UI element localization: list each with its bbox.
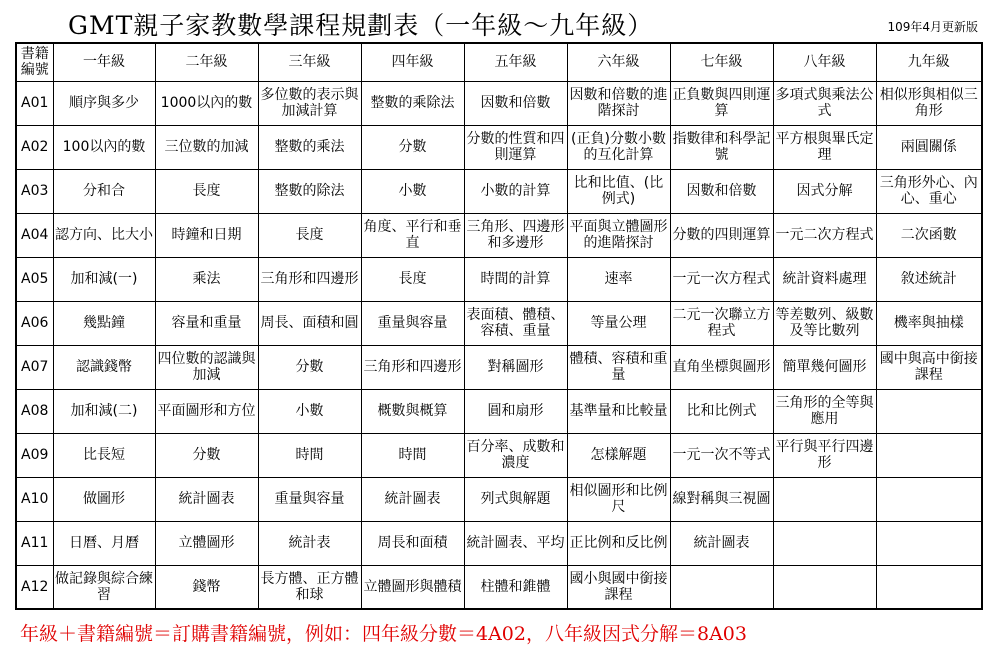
book-code: A07: [16, 345, 53, 389]
course-cell: 長度: [258, 213, 361, 257]
course-cell: 一元一次不等式: [670, 433, 773, 477]
course-cell: 統計圖表: [670, 521, 773, 565]
grade-header: 二年級: [155, 43, 258, 81]
grade-header: 五年級: [464, 43, 567, 81]
course-cell: 四位數的認識與 加減: [155, 345, 258, 389]
course-cell: 多位數的表示與加減計算: [258, 81, 361, 125]
course-cell: 小數: [361, 169, 464, 213]
course-cell: 重量與容量: [258, 477, 361, 521]
course-cell: 長方體、正方體和球: [258, 565, 361, 609]
course-cell: 小數: [258, 389, 361, 433]
course-cell: 統計表: [258, 521, 361, 565]
course-cell: 敘述統計: [876, 257, 982, 301]
table-row: [16, 301, 982, 345]
course-cell: 國小與國中銜接課程: [567, 565, 670, 609]
course-cell: 小數的計算: [464, 169, 567, 213]
course-cell: [876, 433, 982, 477]
course-cell: 三角形的全等與應用: [773, 389, 876, 433]
course-cell: 分數: [258, 345, 361, 389]
course-cell: 怎樣解題: [567, 433, 670, 477]
course-cell: 兩圓關係: [876, 125, 982, 169]
course-cell: 相似形與相似三角形: [876, 81, 982, 125]
course-cell: [773, 477, 876, 521]
course-cell: 長度: [361, 257, 464, 301]
course-cell: 機率與抽樣: [876, 301, 982, 345]
course-cell: 順序與多少: [53, 81, 155, 125]
course-cell: [876, 521, 982, 565]
book-code: A11: [16, 521, 53, 565]
course-cell: 乘法: [155, 257, 258, 301]
course-cell: [670, 565, 773, 609]
course-cell: 概數與概算: [361, 389, 464, 433]
course-cell: 100以內的數: [53, 125, 155, 169]
course-cell: 時間: [258, 433, 361, 477]
course-cell: 統計資料處理: [773, 257, 876, 301]
book-code: A10: [16, 477, 53, 521]
course-cell: 1000以內的數: [155, 81, 258, 125]
course-cell: 多項式與乘法公式: [773, 81, 876, 125]
course-cell: 因數和倍數: [464, 81, 567, 125]
course-cell: [773, 521, 876, 565]
course-cell: 做記錄與綜合練習: [53, 565, 155, 609]
course-cell: 容量和重量: [155, 301, 258, 345]
course-cell: 體積、容積和重量: [567, 345, 670, 389]
table-row: [16, 257, 982, 301]
course-cell: [876, 389, 982, 433]
course-cell: 日曆、月曆: [53, 521, 155, 565]
course-cell: 等量公理: [567, 301, 670, 345]
course-cell: 分數: [361, 125, 464, 169]
course-cell: 直角坐標與圖形: [670, 345, 773, 389]
course-cell: 分和合: [53, 169, 155, 213]
course-cell: 表面積、體積、容積、重量: [464, 301, 567, 345]
header-row: [16, 43, 982, 81]
course-cell: 周長、面積和圓: [258, 301, 361, 345]
course-cell: 二次函數: [876, 213, 982, 257]
course-cell: 分數的四則運算: [670, 213, 773, 257]
course-cell: 加和減(一): [53, 257, 155, 301]
course-cell: 整數的乘法: [258, 125, 361, 169]
grade-header: 六年級: [567, 43, 670, 81]
book-code: A05: [16, 257, 53, 301]
course-cell: [876, 565, 982, 609]
course-cell: 三角形外心、內心、重心: [876, 169, 982, 213]
course-cell: 角度、平行和垂直: [361, 213, 464, 257]
course-cell: 圓和扇形: [464, 389, 567, 433]
grade-header: 四年級: [361, 43, 464, 81]
course-cell: 長度: [155, 169, 258, 213]
course-cell: 正比例和反比例: [567, 521, 670, 565]
course-cell: 速率: [567, 257, 670, 301]
course-cell: 三角形、四邊形和多邊形: [464, 213, 567, 257]
course-cell: 立體圖形: [155, 521, 258, 565]
course-cell: 立體圖形與體積: [361, 565, 464, 609]
grade-header: 八年級: [773, 43, 876, 81]
page-title: GMT親子家教數學課程規劃表（一年級～九年級）: [68, 11, 654, 40]
course-cell: 時間的計算: [464, 257, 567, 301]
course-cell: 幾點鐘: [53, 301, 155, 345]
course-cell: 重量與容量: [361, 301, 464, 345]
course-cell: 統計圖表: [155, 477, 258, 521]
course-cell: 認識錢幣: [53, 345, 155, 389]
table-row: [16, 213, 982, 257]
table-row: [16, 169, 982, 213]
course-cell: 一元二次方程式: [773, 213, 876, 257]
course-cell: 分數: [155, 433, 258, 477]
table-body: [16, 81, 982, 609]
table-row: [16, 389, 982, 433]
course-cell: 統計圖表、平均: [464, 521, 567, 565]
book-code: A03: [16, 169, 53, 213]
course-cell: 時間: [361, 433, 464, 477]
table-row: [16, 477, 982, 521]
course-cell: 等差數列、級數及等比數列: [773, 301, 876, 345]
course-cell: 時鐘和日期: [155, 213, 258, 257]
course-cell: 比和比值、(比例式): [567, 169, 670, 213]
course-cell: 做圖形: [53, 477, 155, 521]
course-cell: 分數的性質和四則運算: [464, 125, 567, 169]
course-cell: 對稱圖形: [464, 345, 567, 389]
version-label: 109年4月更新版: [887, 20, 978, 34]
course-cell: 平方根與畢氏定理: [773, 125, 876, 169]
curriculum-table: [15, 42, 983, 610]
course-cell: 三角形和四邊形: [258, 257, 361, 301]
grade-header: 一年級: [53, 43, 155, 81]
course-cell: 國中與高中銜接課程: [876, 345, 982, 389]
course-cell: 三角形和四邊形: [361, 345, 464, 389]
table-row: [16, 433, 982, 477]
course-cell: 因式分解: [773, 169, 876, 213]
course-cell: 比和比例式: [670, 389, 773, 433]
course-cell: 列式與解題: [464, 477, 567, 521]
course-cell: 認方向、比大小: [53, 213, 155, 257]
course-cell: 百分率、成數和濃度: [464, 433, 567, 477]
course-cell: 指數律和科學記號: [670, 125, 773, 169]
corner-header: 書籍編號: [16, 43, 53, 81]
course-cell: 三位數的加減: [155, 125, 258, 169]
book-code: A01: [16, 81, 53, 125]
course-cell: 統計圖表: [361, 477, 464, 521]
course-cell: 二元一次聯立方程式: [670, 301, 773, 345]
course-cell: 柱體和錐體: [464, 565, 567, 609]
table-row: [16, 521, 982, 565]
table-row: [16, 81, 982, 125]
book-code: A12: [16, 565, 53, 609]
course-cell: 一元一次方程式: [670, 257, 773, 301]
grade-header: 九年級: [876, 43, 982, 81]
course-cell: 平面與立體圖形的進階探討: [567, 213, 670, 257]
course-cell: 平行與平行四邊形: [773, 433, 876, 477]
book-code: A06: [16, 301, 53, 345]
course-cell: 平面圖形和方位: [155, 389, 258, 433]
course-cell: (正負)分數小數的互化計算: [567, 125, 670, 169]
order-code-note: 年級＋書籍編號＝訂購書籍編號，例如：四年級分數＝4A02，八年級因式分解＝8A03: [20, 623, 747, 645]
book-code: A09: [16, 433, 53, 477]
book-code: A08: [16, 389, 53, 433]
course-cell: 相似圖形和比例尺: [567, 477, 670, 521]
grade-header: 三年級: [258, 43, 361, 81]
table-row: [16, 565, 982, 609]
course-cell: 錢幣: [155, 565, 258, 609]
course-cell: [876, 477, 982, 521]
course-cell: 因數和倍數: [670, 169, 773, 213]
course-cell: 簡單幾何圖形: [773, 345, 876, 389]
course-cell: 整數的除法: [258, 169, 361, 213]
table-row: [16, 125, 982, 169]
course-cell: 線對稱與三視圖: [670, 477, 773, 521]
course-cell: [773, 565, 876, 609]
course-cell: 因數和倍數的進階探討: [567, 81, 670, 125]
course-cell: 加和減(二): [53, 389, 155, 433]
table-row: [16, 345, 982, 389]
book-code: A02: [16, 125, 53, 169]
course-cell: 比長短: [53, 433, 155, 477]
course-cell: 基準量和比較量: [567, 389, 670, 433]
book-code: A04: [16, 213, 53, 257]
course-cell: 周長和面積: [361, 521, 464, 565]
course-cell: 正負數與四則運算: [670, 81, 773, 125]
course-cell: 整數的乘除法: [361, 81, 464, 125]
grade-header: 七年級: [670, 43, 773, 81]
